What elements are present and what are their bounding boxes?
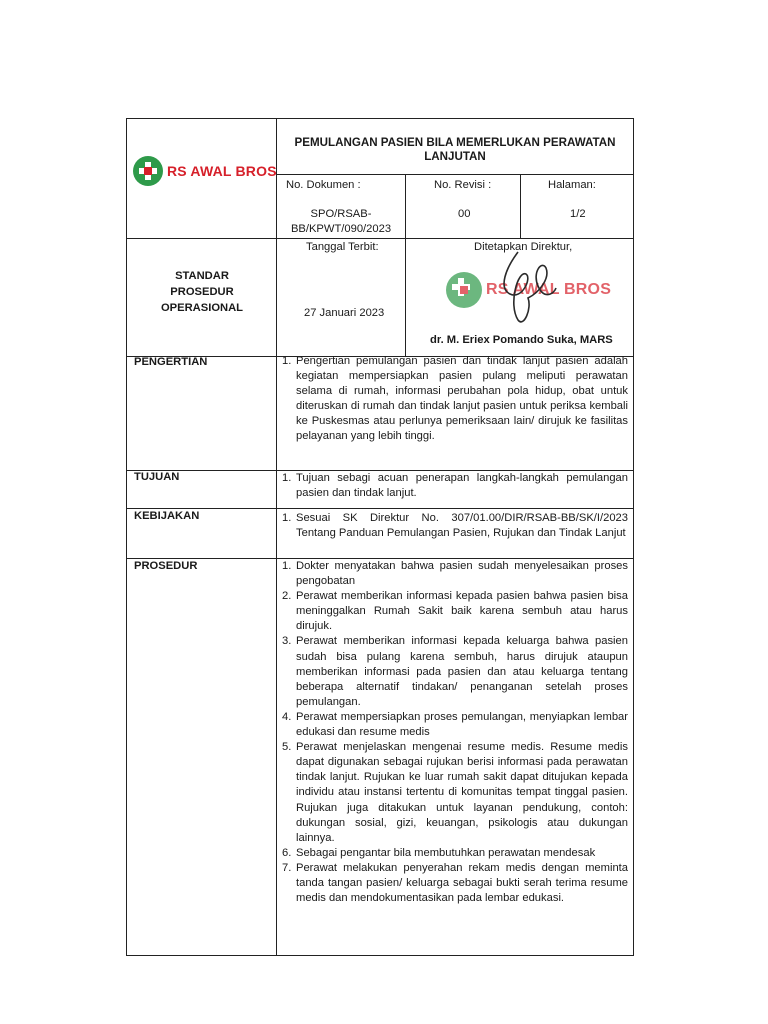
director-name: dr. M. Eriex Pomando Suka, MARS — [430, 334, 613, 346]
tujuan-body — [282, 471, 628, 501]
list-item: 1. Pengertian pemulangan pasien dan tindak lanjut pasien adalah kegiatan mempersiapkan pasien pulang meliputi perawatan selama di rumah, informasi perubahan pola hidup, obat untuk diteruskan di rumah dan tindak lanjut pasien untuk periksa kembali ke Puskesmas atau perlunya pemeriksaan lain/ dirujuk ke fasilitas pelayanan yang lebih tinggi. — [282, 355, 628, 443]
revision-label: No. Revisi : — [434, 179, 492, 191]
page-value: 1/2 — [570, 208, 586, 220]
prosedur-body — [282, 559, 628, 906]
hospital-name: RS AWAL BROS — [167, 163, 277, 179]
director-signature — [488, 248, 560, 330]
list-item: 2. Perawat memberikan informasi kepada pasien bahwa pasien bisa meninggalkan Rumah Sakit baik karena sembuh atau harus dirujuk. — [282, 590, 628, 633]
stamp-text: RS AWAL BROS — [486, 281, 612, 298]
prosedur-label: PROSEDUR — [134, 560, 198, 572]
list-item: 3. Perawat memberikan informasi kepada keluarga bahwa pasien sudah bisa pulang karena sembuh, harus dirujuk ataupun memberikan informasi pada pasien dan atau keluarga tentang beberapa alternatif tindakan/ penanganan setelah proses pemulangan. — [282, 635, 628, 708]
approval-label: Ditetapkan Direktur, — [474, 241, 573, 253]
medical-cross-icon — [133, 156, 163, 186]
kebijakan-body — [282, 511, 628, 541]
spo-label: STANDAR PROSEDUR OPERASIONAL — [160, 270, 244, 314]
document-title: PEMULANGAN PASIEN BILA MEMERLUKAN PERAWATAN LANJUTAN — [294, 136, 616, 163]
list-item: 6. Sebagai pengantar bila membutuhkan perawatan mendesak — [282, 846, 596, 859]
issue-date-label: Tanggal Terbit: — [306, 241, 379, 253]
row-divider — [126, 508, 634, 509]
doc-number-value: SPO/RSAB-BB/KPWT/090/2023 — [290, 208, 392, 235]
list-item: 1. Tujuan sebagi acuan penerapan langkah-langkah pemulangan pasien dan tindak lanjut. — [282, 472, 628, 500]
list-item: 1. Dokter menyatakan bahwa pasien sudah menyelesaikan proses pengobatan — [282, 560, 628, 588]
list-item: 7. Perawat melakukan penyerahan rekam medis dengan meminta tanda tangan pasien/ keluarga sebagai bukti serah terima resume medis dan mendokumentasikan pada lembar edukasi. — [282, 861, 628, 905]
hospital-logo — [133, 156, 277, 186]
list-item: 1. Sesuai SK Direktur No. 307/01.00/DIR/RSAB-BB/SK/I/2023 Tentang Panduan Pemulangan Pasien, Rujukan dan Tindak Lanjut — [282, 512, 628, 540]
doc-number-label: No. Dokumen : — [286, 179, 361, 191]
list-item: 4. Perawat mempersiapkan proses pemulangan, menyiapkan lembar edukasi dan resume medis — [282, 710, 628, 739]
column-divider — [520, 174, 521, 238]
pengertian-body — [282, 354, 628, 445]
page-label: Halaman: — [548, 179, 596, 191]
row-divider — [126, 238, 634, 239]
column-divider — [276, 118, 277, 956]
issue-date-value: 27 Januari 2023 — [304, 307, 385, 319]
list-item: 5. Perawat menjelaskan mengenai resume medis. Resume medis dapat digunakan sebagai rujukan berisi informasi pada perawatan tindak lanjut. Rujukan ke luar rumah sakit dapat ditujukan kepada individu atau instansi tertentu di komunitas tempat tinggal pasien. Rujukan juga ditakukan untuk layanan pendukung, contoh: dukungan sosial, gizi, keuangan, psikologis atau dukungan lainnya. — [282, 741, 628, 844]
kebijakan-label: KEBIJAKAN — [134, 510, 200, 522]
revision-value: 00 — [458, 208, 471, 220]
pengertian-label: PENGERTIAN — [134, 356, 208, 368]
medical-cross-icon — [446, 272, 482, 308]
column-divider — [405, 174, 406, 356]
tujuan-label: TUJUAN — [134, 471, 180, 483]
row-divider — [276, 174, 634, 175]
